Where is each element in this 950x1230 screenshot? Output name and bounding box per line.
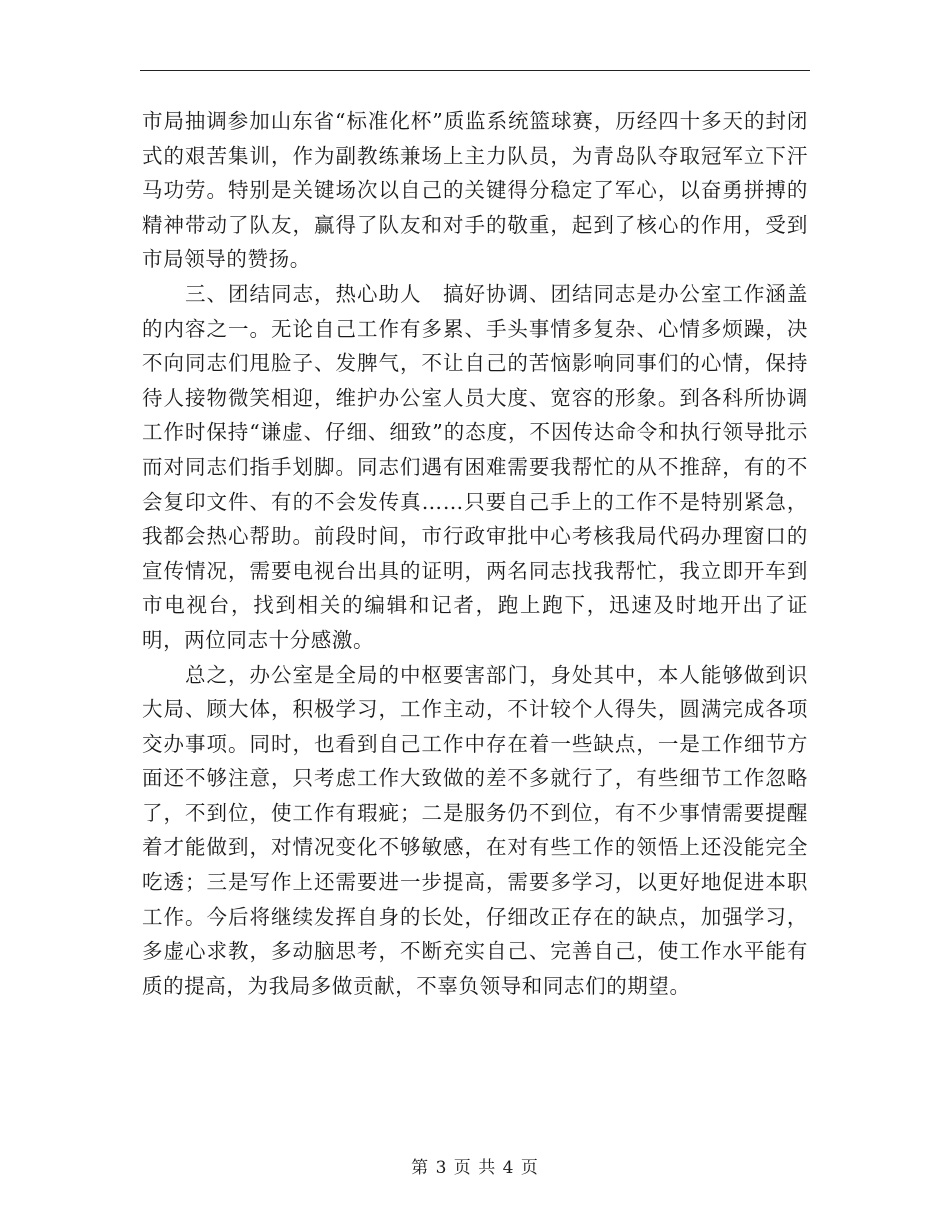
paragraph-section-three: 三、团结同志，热心助人 搞好协调、团结同志是办公室工作涵盖的内容之一。无论自己工作有多累、手头事情多复杂、心情多烦躁，决不向同志们甩脸子、发脾气，不让自己的苦恼影响同事们的心情，保持待人接物微笑相迎，维护办公室人员大度、宽容的形象。到各科所协调工作时保持“谦虚、仔细、细致”的态度，不因传达命令和执行领导批示而对同志们指手划脚。同志们遇有困难需要我帮忙的从不推辞，有的不会复印文件、有的不会发传真……只要自己手上的工作不是特别紧急，我都会热心帮助。前段时间，市行政审批中心考核我局代码办理窗口的宣传情况，需要电视台出具的证明，两名同志找我帮忙，我立即开车到市电视台，找到相关的编辑和记者，跑上跑下，迅速及时地开出了证明，两位同志十分感激。	[142, 281, 808, 652]
paragraph-summary: 总之，办公室是全局的中枢要害部门，身处其中，本人能够做到识大局、顾大体，积极学习，工作主动，不计较个人得失，圆满完成各项交办事项。同时，也看到自己工作中存在着一些缺点，一是工作细节方面还不够注意，只考虑工作大致做的差不多就行了，有些细节工作忽略了，不到位，使工作有瑕疵；二是服务仍不到位，有不少事情需要提醒着才能做到，对情况变化不够敏感，在对有些工作的领悟上还没能完全吃透；三是写作上还需要进一步提高，需要多学习，以更好地促进本职工作。今后将继续发挥自身的长处，仔细改正存在的缺点，加强学习，多虚心求教，多动脑思考，不断充实自己、完善自己，使工作水平能有质的提高，为我局多做贡献，不辜负领导和同志们的期望。	[142, 662, 808, 998]
document-body	[142, 104, 808, 1003]
header-rule	[140, 70, 810, 71]
paragraph-continued: 市局抽调参加山东省“标准化杯”质监系统篮球赛，历经四十多天的封闭式的艰苦集训，作为副教练兼场上主力队员，为青岛队夺取冠军立下汗马功劳。特别是关键场次以自己的关键得分稳定了军心，以奋勇拼搏的精神带动了队友，赢得了队友和对手的敬重，起到了核心的作用，受到市局领导的赞扬。	[142, 109, 808, 272]
page-number: 第 3 页 共 4 页	[411, 1158, 539, 1178]
